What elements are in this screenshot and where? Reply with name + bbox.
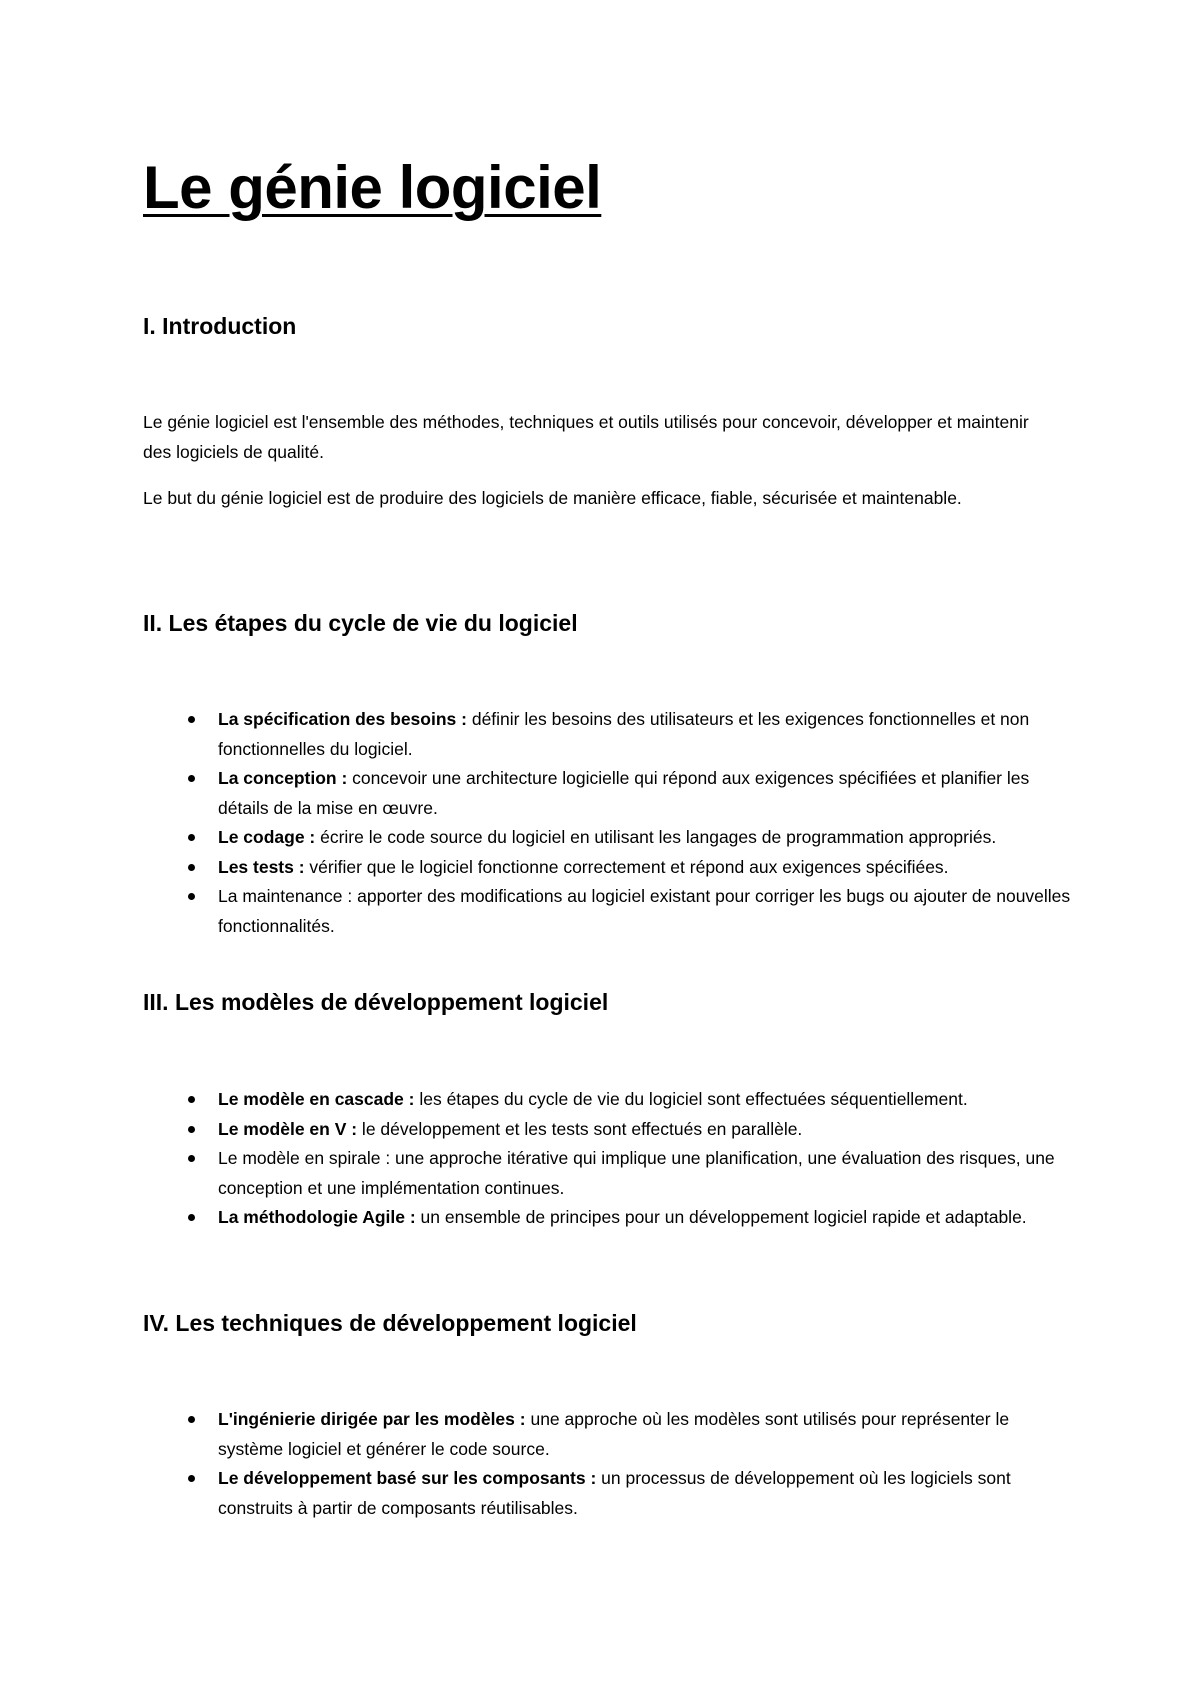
item-text: écrire le code source du logiciel en utilisant les langages de programmation appropriés. — [315, 827, 997, 847]
list-cycle-de-vie — [143, 705, 1073, 941]
bullet-icon — [188, 1475, 195, 1482]
list-modeles — [143, 1085, 1073, 1233]
item-text: définir les besoins des utilisateurs et les exigences fonctionnelles et non fonctionnelles du logiciel. — [218, 709, 1030, 759]
item-text: concevoir une architecture logicielle qui répond aux exigences spécifiées et planifier les détails de la mise en œuvre. — [218, 768, 1030, 818]
item-text: Le modèle en spirale : une approche itérative qui implique une planification, une évaluation des risques, une conception et une implémentation continues. — [218, 1148, 1055, 1198]
bullet-icon — [188, 1155, 195, 1162]
section-heading-techniques: IV. Les techniques de développement logiciel — [143, 1310, 637, 1336]
item-term: La méthodologie Agile : — [218, 1207, 416, 1227]
item-text: un ensemble de principes pour un développement logiciel rapide et adaptable. — [415, 1207, 1027, 1227]
list-item — [143, 1203, 1073, 1233]
list-item — [143, 1144, 1073, 1203]
list-item — [143, 705, 1073, 764]
bullet-icon — [188, 893, 195, 900]
item-term: L'ingénierie dirigée par les modèles : — [218, 1409, 526, 1429]
item-term: Le modèle en V : — [218, 1118, 358, 1139]
document-title: Le génie logiciel — [143, 154, 602, 221]
list-item — [143, 1405, 1073, 1464]
bullet-icon — [188, 834, 195, 841]
item-text: le développement et les tests sont effectués en parallèle. — [357, 1118, 803, 1139]
item-term: Le modèle en cascade : — [218, 1089, 415, 1109]
section-heading-introduction: I. Introduction — [143, 313, 297, 339]
bullet-icon — [188, 1416, 195, 1423]
item-text: les étapes du cycle de vie du logiciel sont effectuées séquentiellement. — [414, 1089, 968, 1109]
bullet-icon — [188, 1214, 195, 1221]
item-text: La maintenance : apporter des modifications au logiciel existant pour corriger les bugs ou ajouter de nouvelles fonctionnalités. — [218, 886, 1071, 936]
bullet-icon — [188, 1096, 195, 1103]
item-term: Les tests : — [218, 856, 305, 877]
list-item — [143, 823, 1073, 853]
intro-paragraph-2: Le but du génie logiciel est de produire des logiciels de manière efficace, fiable, sécurisée et maintenable. — [143, 488, 962, 508]
bullet-icon — [188, 716, 195, 723]
item-term: Le développement basé sur les composants : — [218, 1468, 597, 1488]
section-heading-cycle-de-vie: II. Les étapes du cycle de vie du logiciel — [143, 610, 578, 636]
intro-paragraph-1: Le génie logiciel est l'ensemble des méthodes, techniques et outils utilisés pour concevoir, développer et maintenir des logiciels de qualité. — [143, 412, 1029, 462]
section-heading-modeles: III. Les modèles de développement logiciel — [143, 989, 609, 1015]
item-text: vérifier que le logiciel fonctionne correctement et répond aux exigences spécifiées. — [304, 856, 949, 877]
item-term: La spécification des besoins : — [218, 709, 467, 729]
list-item — [143, 1464, 1073, 1523]
list-item — [143, 764, 1073, 823]
item-text: un processus de développement où les logiciels sont construits à partir de composants réutilisables. — [218, 1468, 1011, 1518]
bullet-icon — [188, 775, 195, 782]
bullet-icon — [188, 864, 195, 871]
list-techniques — [143, 1405, 1073, 1523]
item-term: La conception : — [218, 768, 348, 788]
item-term: Le codage : — [218, 827, 316, 847]
list-item — [143, 1085, 1073, 1115]
list-item — [143, 853, 1073, 883]
item-text: une approche où les modèles sont utilisés pour représenter le système logiciel et générer le code source. — [218, 1409, 1010, 1459]
bullet-icon — [188, 1126, 195, 1133]
list-item — [143, 1115, 1073, 1145]
list-item — [143, 882, 1073, 941]
